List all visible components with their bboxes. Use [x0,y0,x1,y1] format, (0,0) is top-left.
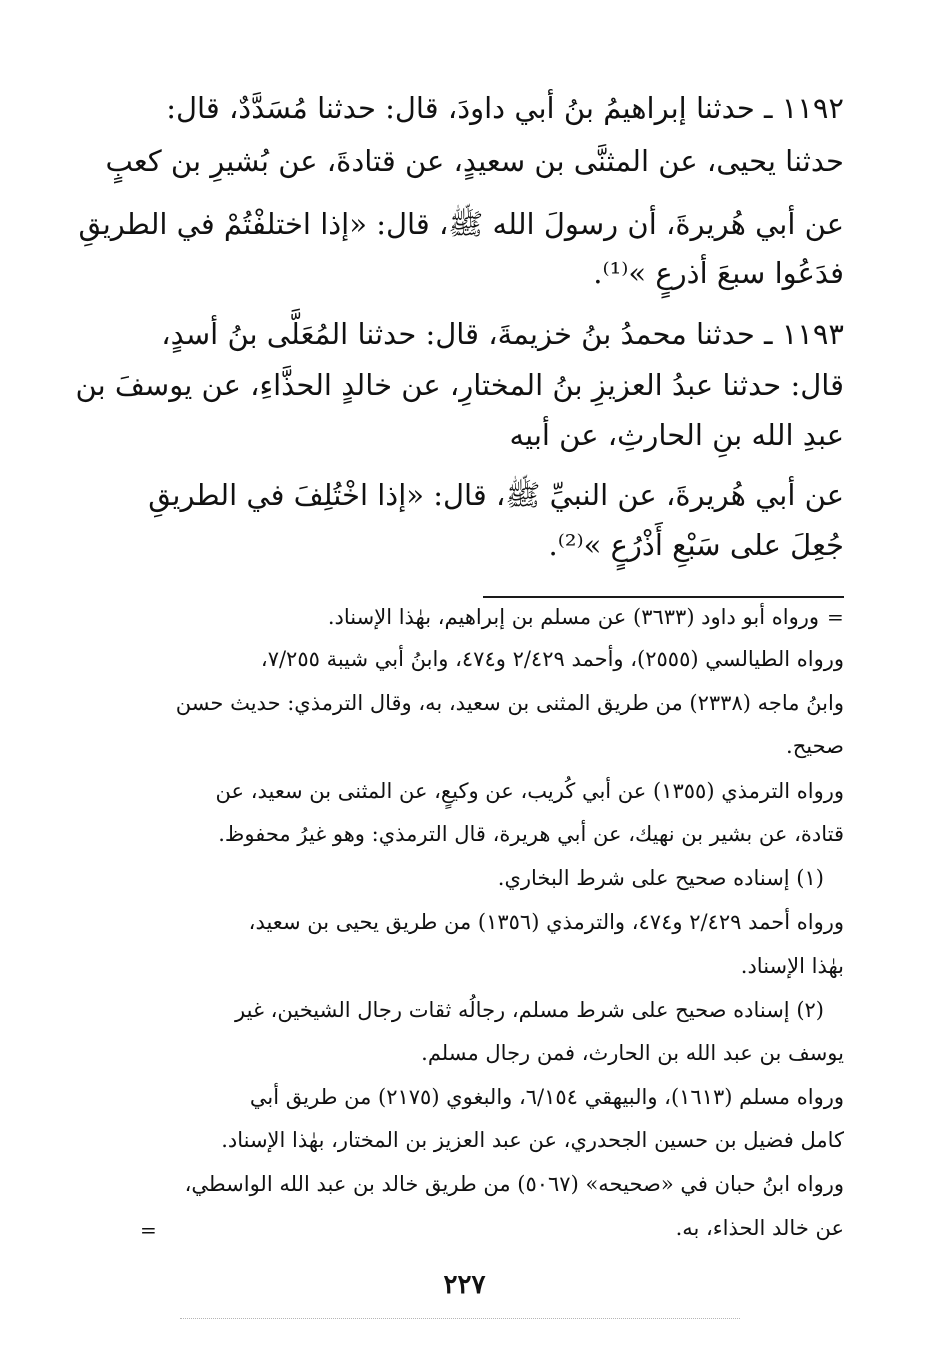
footnote-line: ورواه الترمذي (١٣٥٥) عن أبي كُريب، عن وكيعٍ، عن المثنى بن سعيد، عن [215,779,844,803]
hadith-1193-line-3: عبدِ الله بنِ الحارثِ، عن أبيه [509,418,844,452]
hadith-1193-line-1: ١١٩٣ ـ حدثنا محمدُ بنُ خزيمةَ، قال: حدثنا المُعَلَّى بنُ أسدٍ، [161,317,844,351]
hadith-1193-line-5: جُعِلَ على سَبْعِ أَذْرُعٍ »⁽²⁾. [548,528,844,562]
continuation-mark-top: = [827,605,844,629]
hadith-1192-line-3: عن أبي هُريرةَ، أن رسولَ الله ﷺ، قال: «إذا اختلفْتُمْ في الطريقِ [78,207,844,241]
hadith-1192-line-1: ١١٩٢ ـ حدثنا إبراهيمُ بنُ أبي داودَ، قال: حدثنا مُسَدَّدٌ، قال: [166,91,844,125]
scan-noise [180,1318,740,1322]
footnote-line: وابنُ ماجه (٢٣٣٨) من طريق المثنى بن سعيد، به، وقال الترمذي: حديث حسن [175,691,844,715]
footnote-line: بهٰذا الإسناد. [740,954,844,978]
hadith-1192-line-4: فدَعُوا سبعَ أذرعٍ »⁽¹⁾. [593,256,844,290]
footnote-1-line: (١) إسناده صحيح على شرط البخاري. [497,866,824,890]
footnote-line: قتادة، عن بشير بن نهيك، عن أبي هريرة، قال الترمذي: وهو غيرُ محفوظ. [218,822,844,846]
footnote-line: ورواه أبو داود (٣٦٣٣) عن مسلم بن إبراهيم، بهٰذا الإسناد. [327,605,819,629]
footnote-line: ورواه مسلم (١٦١٣)، والبيهقي ٦/١٥٤، والبغوي (٢١٧٥) من طريق أبي [249,1085,844,1109]
footnote-line: ورواه الطيالسي (٢٥٥٥)، وأحمد ٢/٤٢٩ و٤٧٤، وابنُ أبي شيبة ٧/٢٥٥، [260,647,844,671]
footnote-line: ورواه أحمد ٢/٤٢٩ و٤٧٤، والترمذي (١٣٥٦) من طريق يحيى بن سعيد، [248,910,844,934]
footnote-line: صحيح. [786,734,844,758]
footnote-line: ورواه ابنُ حبان في «صحيحه» (٥٠٦٧) من طريق خالد بن عبد الله الواسطي، [184,1172,844,1196]
footnote-2-line: (٢) إسناده صحيح على شرط مسلم، رجالُه ثقات رجال الشيخين، غير [235,998,824,1022]
hadith-1192-line-2: حدثنا يحيى، عن المثنَّى بن سعيدٍ، عن قتادةَ، عن بُشيرِ بن كعبٍ [105,144,844,178]
footnote-line: يوسف بن عبد الله بن الحارث، فمن رجال مسلم. [421,1041,844,1065]
continuation-mark-bottom: = [140,1218,157,1242]
footnote-line: عن خالد الحذاء، به. [675,1216,844,1240]
page-number: ٢٢٧ [443,1270,486,1300]
hadith-1193-line-4: عن أبي هُريرةَ، عن النبيِّ ﷺ، قال: «إذا اخْتُلِفَ في الطريقِ [148,478,844,512]
hadith-1193-line-2: قال: حدثنا عبدُ العزيزِ بنُ المختارِ، عن خالدٍ الحذَّاءِ، عن يوسفَ بن [75,368,844,402]
footnote-divider [483,596,844,598]
footnote-line: كامل فضيل بن حسين الجحدري، عن عبد العزيز بن المختار، بهٰذا الإسناد. [221,1128,844,1152]
